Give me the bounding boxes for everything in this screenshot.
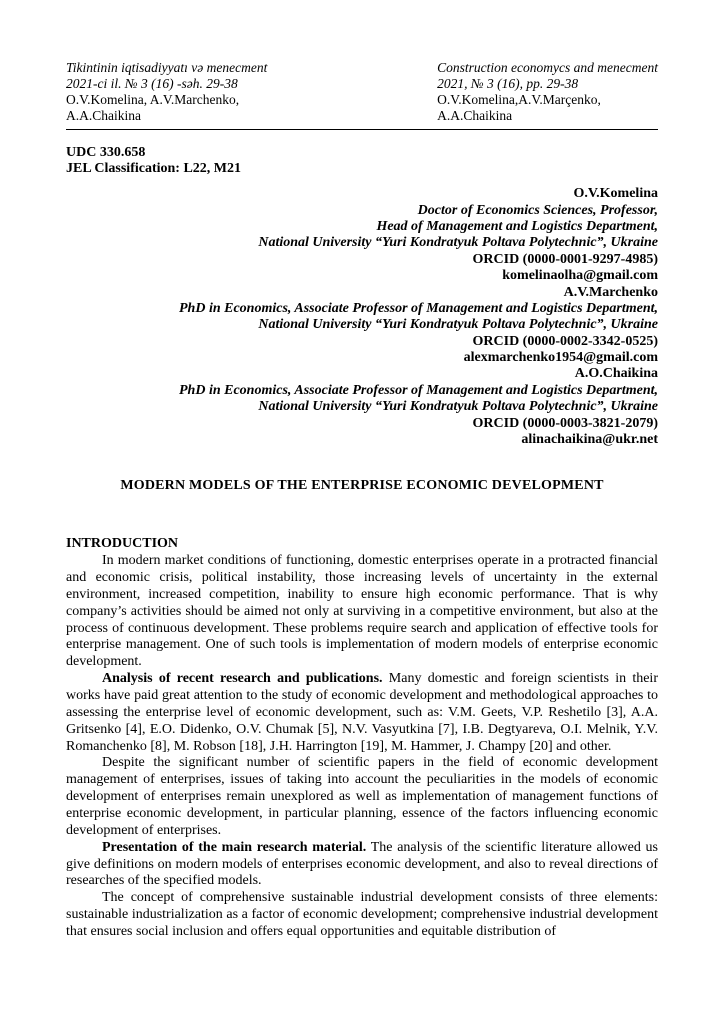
paper-title: MODERN MODELS OF THE ENTERPRISE ECONOMIC DEVELOPMENT bbox=[120, 478, 604, 494]
author-orcid: ORCID (0000-0001-9297-4985) bbox=[472, 251, 658, 267]
journal-issue-left: 2021-ci il. № 3 (16) -səh. 29-38 bbox=[66, 75, 238, 91]
paragraph-concept: The concept of comprehensive sustainable industrial development consists of three elements: sustainable industrialization as a factor of economic development; comprehensive industrial development that ensures social inclusion and offers equal opportunities and equitable distribution of bbox=[66, 890, 658, 940]
udc-code: UDC 330.658 bbox=[66, 144, 146, 160]
paragraph-text-analysis: Many domestic and foreign scientists in their works have paid great attention to the study of economic development and methodological approaches to assessing the enterprise level of economic development, such as: V.M. Geets, V.P. Reshetilo [3], A.A. Gritsenko [4], E.O. Didenko, O.V. Chumak [5], N.V. Vasyutkina [7], I.B. Degtyareva, O.I. Melnik, Y.V. Romanchenko [8], M. Robson [18], J.H. Harrington [19], M. Hammer, J. Champy [20] and other. bbox=[66, 671, 658, 754]
author-degree: PhD in Economics, Associate Professor of Management and Logistics Department, bbox=[179, 382, 658, 398]
author-orcid: ORCID (0000-0002-3342-0525) bbox=[472, 333, 658, 349]
header-authors-left-2: A.A.Chaikina bbox=[66, 107, 141, 123]
author-position: Head of Management and Logistics Department, bbox=[376, 219, 658, 235]
section-heading-introduction: INTRODUCTION bbox=[66, 536, 179, 552]
author-email: alinachaikina@ukr.net bbox=[521, 431, 658, 447]
journal-info-left bbox=[66, 60, 267, 124]
author-name: A.O.Chaikina bbox=[574, 366, 658, 382]
paragraph-text-presentation: The analysis of the scientific literature allowed us give definitions on modern models of enterprises economic development, and also to reveal directions of researches of the specified models. bbox=[66, 839, 658, 889]
author-name: A.V.Marchenko bbox=[563, 284, 658, 300]
author-name: O.V.Komelina bbox=[573, 186, 658, 202]
journal-name-left: Tikintinin iqtisadiyyatı və menecment bbox=[66, 60, 268, 75]
header-authors-right-2: A.A.Chaikina bbox=[437, 107, 513, 123]
author-affiliation: National University “Yuri Kondratyuk Poltava Polytechnic”, Ukraine bbox=[258, 399, 658, 415]
author-degree: Doctor of Economics Sciences, Professor, bbox=[417, 202, 658, 218]
paragraph-presentation bbox=[66, 840, 658, 891]
author-email: komelinaolha@gmail.com bbox=[502, 268, 658, 284]
author-degree: PhD in Economics, Associate Professor of Management and Logistics Department, bbox=[179, 300, 658, 316]
journal-header bbox=[66, 60, 658, 124]
header-authors-left-1: O.V.Komelina, A.V.Marchenko, bbox=[66, 91, 240, 107]
paragraph-lead-presentation: Presentation of the main research material. bbox=[102, 839, 367, 855]
journal-info-right bbox=[437, 60, 658, 124]
author-email: alexmarchenko1954@gmail.com bbox=[463, 350, 658, 366]
paragraph-gap: Despite the significant number of scientific papers in the field of economic development management of enterprises, issues of taking into account the peculiarities in the models of economic development of enterprises remain unexplored as well as implementation of management functions of enterprise economic development, in particular planning, essence of the factors influencing economic development of enterprises. bbox=[66, 755, 658, 838]
author-affiliation: National University “Yuri Kondratyuk Poltava Polytechnic”, Ukraine bbox=[258, 235, 658, 251]
journal-issue-right: 2021, № 3 (16), pp. 29-38 bbox=[437, 75, 579, 91]
paragraph-introduction: In modern market conditions of functioning, domestic enterprises operate in a protracted financial and economic crisis, political instability, those increasing levels of uncertainty in the external environment, increased competition, inability to ensure high economic performance. That is why company’s activities should be aimed not only at surviving in a competitive environment, but also at the process of continuous development. These problems require search and application of effective tools for enterprise management. One of such tools is implementation of modern models of enterprise economic development. bbox=[66, 553, 658, 670]
author-orcid: ORCID (0000-0003-3821-2079) bbox=[472, 415, 658, 431]
author-affiliation: National University “Yuri Kondratyuk Poltava Polytechnic”, Ukraine bbox=[258, 317, 658, 333]
paragraph-lead-analysis: Analysis of recent research and publications. bbox=[102, 671, 383, 687]
header-divider bbox=[66, 129, 658, 130]
authors-block bbox=[66, 186, 658, 448]
paragraph-analysis bbox=[66, 671, 658, 755]
classification-block bbox=[66, 145, 658, 179]
article-body bbox=[66, 536, 658, 941]
journal-name-right: Construction economycs and menecment bbox=[437, 60, 658, 75]
header-authors-right-1: O.V.Komelina,A.V.Marçenko, bbox=[437, 91, 601, 107]
jel-classification: JEL Classification: L22, M21 bbox=[66, 161, 242, 177]
